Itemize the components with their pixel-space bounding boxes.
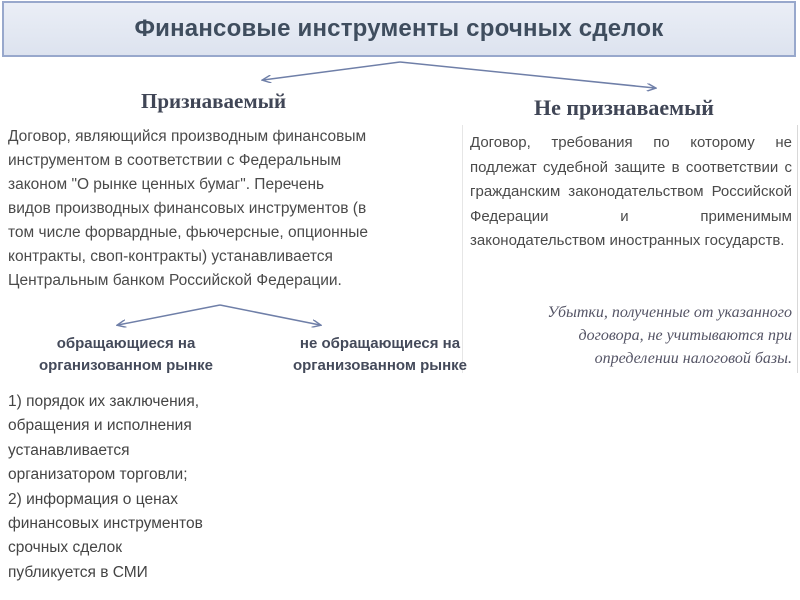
recognized-definition bbox=[8, 125, 438, 293]
page-title: Финансовые инструменты срочных сделок bbox=[134, 15, 664, 42]
definition-line: законом "О рынке ценных бумаг". Перечень bbox=[8, 176, 325, 193]
rule-line: организатором торговли; bbox=[8, 466, 188, 484]
definition-line: Центральным банком Российской Федерации. bbox=[8, 272, 342, 289]
rule-line: публикуется в СМИ bbox=[8, 563, 148, 581]
unorganized-market-line2: организованном рынке bbox=[292, 357, 468, 374]
unorganized-market-label bbox=[262, 333, 498, 377]
heading-not-recognized: Не признаваемый bbox=[534, 95, 714, 120]
arrow-to-organized-market bbox=[118, 305, 220, 325]
rule-line: устанавливается bbox=[8, 441, 130, 459]
organized-market-label bbox=[10, 333, 242, 377]
definition-line: контракты, своп-контракты) устанавливается bbox=[8, 248, 333, 265]
rule-line: финансовых инструментов bbox=[8, 515, 203, 533]
tax-note-line: определении налоговой базы. bbox=[594, 350, 792, 367]
rule-line: обращения и исполнения bbox=[8, 417, 192, 435]
definition-line: инструментом в соответствии с Федеральным bbox=[8, 152, 342, 169]
definition-line: том числе форвардные, фьючерсные, опционные bbox=[8, 224, 369, 241]
rule-line: 1) порядок их заключения, bbox=[8, 393, 200, 410]
not-recognized-definition: Договор, требования по которому не подлежат судебной защите в соответствии с гражданским законодательством Российской Федерации и применимым законодательством иностранных государств. bbox=[470, 134, 792, 249]
tax-note-line: договора, не учитываются при bbox=[578, 327, 792, 344]
arrow-to-recognized bbox=[263, 62, 400, 80]
tax-note-line: Убытки, полученные от указанного bbox=[547, 304, 792, 321]
organized-market-line1: обращающиеся на bbox=[56, 335, 196, 352]
arrow-to-unorganized-market bbox=[220, 305, 320, 325]
organized-market-line2: организованном рынке bbox=[38, 357, 214, 374]
unorganized-market-line1: не обращающиеся на bbox=[299, 335, 461, 352]
arrow-to-not-recognized bbox=[400, 62, 655, 88]
heading-recognized: Признаваемый bbox=[141, 89, 287, 113]
rule-line: срочных сделок bbox=[8, 539, 123, 557]
definition-line: видов производных финансовых инструментов (в bbox=[8, 200, 367, 217]
definition-line: Договор, являющийся производным финансовым bbox=[8, 128, 367, 145]
rule-line: 2) информация о ценах bbox=[8, 490, 178, 508]
organized-market-rules bbox=[8, 390, 268, 585]
tax-note bbox=[474, 301, 792, 370]
